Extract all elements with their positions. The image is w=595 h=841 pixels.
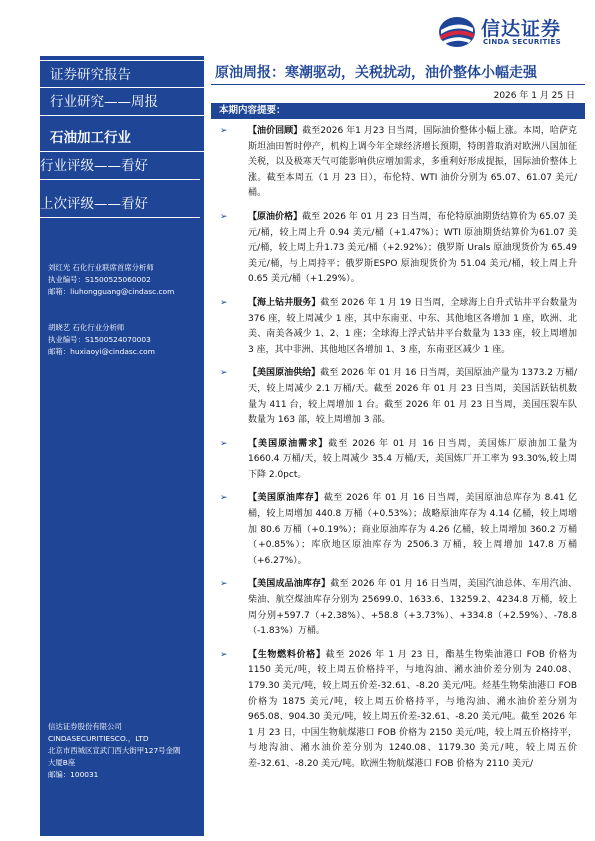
- sidebar-rating: 行业评级——看好: [36, 152, 200, 180]
- bullet-tag: 【美国原油库存】: [248, 493, 324, 504]
- arrow-bullet-icon: ➢: [220, 579, 228, 590]
- bullet-us-demand: [220, 437, 577, 484]
- bullet-us-crude-inventory: [220, 491, 577, 569]
- bullet-oil-review: [220, 124, 577, 202]
- analyst-name-title: 刘红光 石化行业联席首席分析师: [48, 263, 154, 272]
- bullet-crude-price: [220, 210, 577, 288]
- report-title: 原油周报：寒潮驱动，关税扰动，油价整体小幅走强: [215, 65, 537, 81]
- analyst-email[interactable]: 邮箱：liuhongguang@cindasc.com: [48, 287, 175, 296]
- company-info: [48, 721, 204, 781]
- bullet-text: 截至 2026 年 01 月 16 日当周，美国原油产量为 1373.2 万桶/天，较上周减少 2.1 万桶/天。截至 2026 年 01 月 23 日当周，美国活跃钻机数量为 411 台，较上周增加 1 台。截至 2026 年 01 月 23 日当周，美国压裂车队数量为 163 部，较上周增加 3 部。: [248, 368, 577, 426]
- cinda-logo: [437, 12, 585, 52]
- sidebar-report-category: 行业研究——周报: [40, 88, 204, 116]
- bullet-tag: 【美国成品油库存】: [248, 579, 331, 590]
- company-name-en: CINDASECURITIESCO.，LTD: [48, 734, 149, 743]
- bullet-tag: 【美国原油需求】: [248, 438, 329, 449]
- company-name-cn: 信达证券股份有限公司: [48, 722, 122, 731]
- sidebar-industry: 石油加工行业: [40, 124, 204, 152]
- bullet-offshore-drilling: [220, 296, 577, 358]
- analyst-card: [48, 262, 204, 298]
- analyst-name-title: 胡晓艺 石化行业分析师: [48, 323, 125, 332]
- company-address-line2: 大厦B座: [48, 758, 76, 767]
- arrow-bullet-icon: ➢: [220, 211, 228, 222]
- bullet-text: 截至 2026 年 01 月 16 日当周，美国汽油总体、车用汽油、柴油、航空煤油库存分别为 25699.0、1633.6、13259.2、4234.8 万桶，较上周分别+597.7（+2.38%）、+58.8（+3.73%）、+334.8（+2.59%）、-78.8（-1.83%）万桶。: [248, 579, 577, 637]
- company-postcode: 邮编：100031: [48, 770, 99, 779]
- bullet-tag: 【生物燃料价格】: [248, 649, 326, 660]
- summary-bullets: [220, 124, 577, 781]
- arrow-bullet-icon: ➢: [220, 297, 228, 308]
- arrow-bullet-icon: ➢: [220, 368, 228, 379]
- bullet-text: 截至 2026 年 01 月 16 日当周，美国原油总库存为 8.41 亿桶，较上周增加 440.8 万桶（+0.53%）；战略原油库存为 4.14 亿桶，较上周增加 80.6 万桶（+0.19%）；商业原油库存为 4.26 亿桶，较上周增加 360.2 万桶（+0.85%）；库欣地区原油库存为 2506.3 万桶，较上周增加 147.8 万桶（+6.27%）。: [248, 493, 577, 566]
- analyst-license: 执业编号：S1500524070003: [48, 335, 151, 344]
- bullet-tag: 【油价回顾】: [248, 126, 303, 136]
- bullet-tag: 【美国原油供给】: [248, 368, 321, 379]
- title-divider: [211, 84, 585, 85]
- analyst-email[interactable]: 邮箱：huxiaoyi@cindasc.com: [48, 347, 155, 356]
- bullet-us-product-inventory: [220, 577, 577, 639]
- logo-emblem-icon: [437, 14, 477, 50]
- arrow-bullet-icon: ➢: [220, 126, 228, 136]
- sidebar-report-type: 证券研究报告: [40, 60, 204, 88]
- bullet-tag: 【原油价格】: [248, 211, 303, 222]
- bullet-text: 截至2026 年1 月23 日当周，国际油价整体小幅上涨。本周，哈萨克斯坦油田暂时停产，机构上调今年全球经济增长预期，特朗普取消对欧洲八国加征关税，以及极寒天气可能影响供应增加需求，多重利好形成提振，国际油价整体上涨。截至本周五（1 月 23 日），布伦特、WTI 油价分别为 65.07、61.07 美元/桶。: [248, 126, 577, 199]
- sidebar: [40, 56, 204, 836]
- bullet-tag: 【海上钻井服务】: [248, 297, 321, 308]
- bullet-us-supply: [220, 366, 577, 428]
- logo-name-en: CINDA SECURITIES: [483, 38, 561, 46]
- summary-header: 本期内容提要：: [211, 103, 585, 119]
- bullet-text: 截至 2026 年 01 月 23 日当周，布伦特原油期货结算价为 65.07 美元/桶，较上周上升 0.94 美元/桶（+1.47%）；WTI 原油期货结算价为61.07 美元/桶，较上周上升1.73 美元/桶（+2.92%）；俄罗斯 Urals 原油现货价为 65.49 美元/桶，与上周持平；俄罗斯ESPO 原油现货价为 51.04 美元/桶，较上周上升 0.65 美元/桶（+1.29%）。: [248, 211, 577, 285]
- arrow-bullet-icon: ➢: [220, 649, 228, 660]
- arrow-bullet-icon: ➢: [220, 438, 228, 449]
- sidebar-prev-rating: 上次评级——看好: [36, 190, 200, 218]
- bullet-text: 截至 2026 年 1 月 19 日当周，全球海上自升式钻井平台数量为 376 座，较上周减少 1 座，其中东南亚、中东、其他地区各增加 1 座，欧洲、北美、南美各减少 1、2、1 座；全球海上浮式钻井平台数量为 133 座，较上周增加 3 座，其中非洲、其他地区各增加 1、3 座，东南亚区减少 1 座。: [248, 297, 577, 355]
- analyst-card: [48, 322, 204, 358]
- company-address: 北京市西城区宣武门西大街甲127号金隅: [48, 746, 181, 755]
- bullet-text: 截至 2026 年 1 月 23 日，酯基生物柴油港口 FOB 价格为 1150 美元/吨，较上周五价格持平，与地沟油、潲水油价差分别为 240.08、179.30 美元/吨，较上周五价差-32.61、-8.20 美元/吨。烃基生物柴油港口 FOB 价格为 1875 美元/吨，较上周五价格持平，与地沟油、潲水油价差分别为 965.08、904.30 美元/吨，较上周五价差-32.61、-8.20 美元/吨。截至 2026 年 1 月 23 日，中国生物航煤港口 FOB 价格为 2150 美元/吨，较上周五价格持平，与地沟油、潲水油价差分别为 1240.08、1179.30 美元/吨，较上周五价差-32.61、-8.20 美元/吨。欧洲生物航煤港口 FOB 价格为 2110 美元/: [248, 649, 577, 769]
- bullet-biofuel-price: [220, 648, 577, 773]
- analyst-license: 执业编号：S1500525060002: [48, 275, 151, 284]
- arrow-bullet-icon: ➢: [220, 493, 228, 504]
- logo-name-cn: 信达证券: [481, 18, 562, 40]
- report-date: 2026 年 1 月 25 日: [493, 91, 575, 101]
- bullet-text: 截至 2026 年 01 月 16 日当周，美国炼厂原油加工量为 1660.4 万桶/天，较上周减少 35.4 万桶/天，美国炼厂开工率为 93.30%,较上周下降 2.0pct。: [248, 438, 577, 480]
